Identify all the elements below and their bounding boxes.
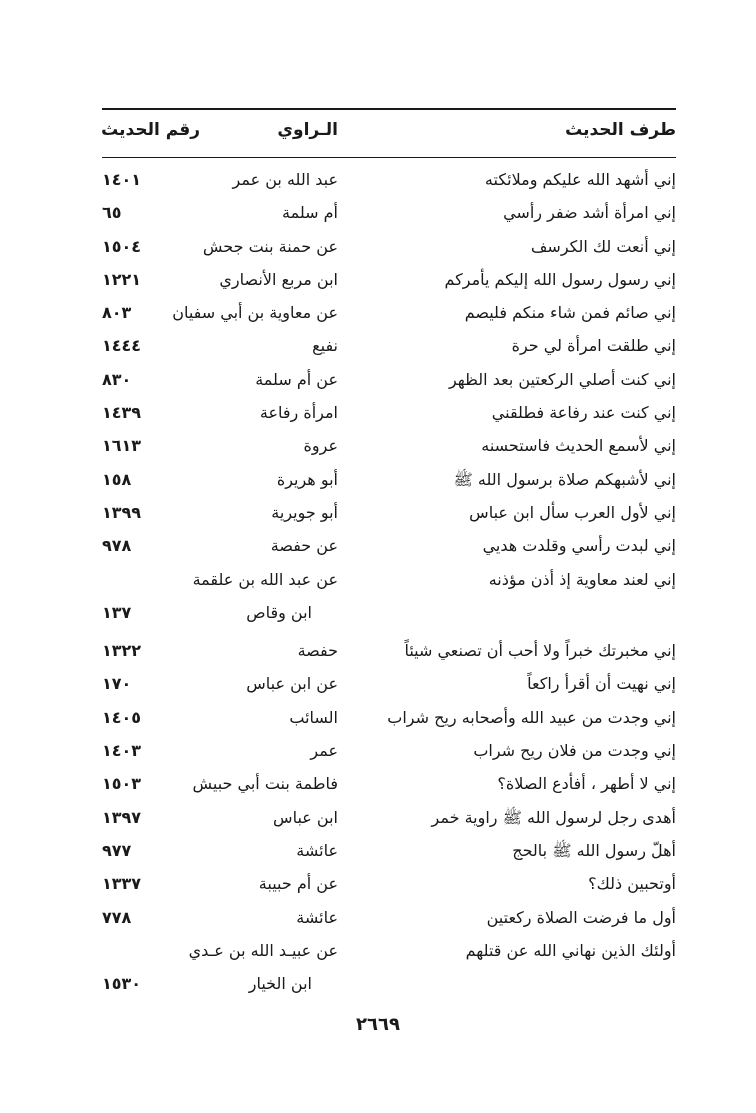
table-row [102, 466, 676, 499]
hadith-number: ٩٧٨ [102, 536, 132, 556]
column-header-hadith-number: رقم الحديث [101, 120, 200, 140]
column-header-hadith-start: طرف الحديث [565, 120, 676, 140]
table-row [102, 704, 676, 737]
header-rule [102, 157, 676, 158]
table-row [102, 499, 676, 532]
hadith-start: إني لأشبهكم صلاة برسول الله ﷺ [453, 469, 676, 489]
narrator: فاطمة بنت أبي حبيش [192, 774, 338, 794]
table-row [102, 199, 676, 232]
hadith-start: إني لعند معاوية إذ أذن مؤذنه [488, 569, 676, 589]
hadith-number: ٨٠٣ [102, 303, 132, 323]
table-row [102, 904, 676, 937]
narrator: ابن مربع الأنصاري [219, 269, 338, 289]
table-header [102, 114, 676, 150]
narrator: أبو هريرة [276, 469, 338, 489]
narrator: نفيع [312, 336, 338, 356]
page-number: ٢٦٦٩ [356, 1014, 400, 1035]
hadith-start: إني لبدت رأسي وقلدت هديي [482, 536, 676, 556]
table-row [102, 332, 676, 365]
hadith-number: ٩٧٧ [102, 840, 132, 860]
table-row [102, 770, 676, 803]
hadith-number: ١٥٨ [102, 469, 132, 489]
hadith-start: إني أنعت لك الكرسف [530, 236, 676, 256]
hadith-number: ١٥٣٠ [102, 974, 142, 994]
table-row-continuation [102, 970, 676, 1003]
hadith-number: ١٤٠٥ [102, 707, 142, 727]
top-rule [102, 108, 676, 110]
narrator: عمر [310, 741, 338, 761]
table-row [102, 870, 676, 903]
hadith-start: أهدى رجل لرسول الله ﷺ راوية خمر [431, 807, 676, 827]
narrator: عروة [303, 436, 338, 456]
narrator: عن عبد الله بن علقمة [192, 569, 338, 589]
hadith-start: إني صائم فمن شاء منكم فليصم [464, 303, 676, 323]
narrator: أبو جويرية [271, 502, 338, 522]
hadith-number: ٦٥ [102, 203, 122, 223]
hadith-start: إني أشهد الله عليكم وملائكته [484, 170, 676, 189]
hadith-start: إني لأسمع الحديث فاستحسنه [481, 436, 676, 456]
hadith-start: إني مخبرتك خبراً ولا أحب أن تصنعي شيئاً [404, 641, 676, 661]
hadith-number: ١٣٧ [102, 602, 132, 622]
hadith-start: إني رسول رسول الله إليكم يأمركم [444, 269, 676, 289]
narrator: عن أم سلمة [255, 369, 338, 389]
table-row [102, 566, 676, 599]
hadith-start: إني لأول العرب سأل ابن عباس [469, 502, 676, 522]
narrator: عن أم حبيبة [258, 874, 338, 894]
narrator: ابن الخيار [248, 974, 312, 994]
table-row [102, 233, 676, 266]
table-row [102, 937, 676, 970]
hadith-start: إني نهيت أن أقرأ راكعاً [527, 674, 676, 694]
table-row [102, 366, 676, 399]
table-row [102, 266, 676, 299]
table-row [102, 637, 676, 670]
narrator: عن معاوية بن أبي سفيان [172, 303, 338, 323]
hadith-number: ١٣٣٧ [102, 874, 142, 894]
table-row [102, 670, 676, 703]
narrator: امرأة رفاعة [259, 403, 338, 423]
hadith-number: ١٣٢٢ [102, 641, 142, 661]
narrator: ابن وقاص [246, 602, 312, 622]
narrator: عبد الله بن عمر [232, 170, 338, 189]
narrator: عائشة [296, 907, 338, 927]
index-table [102, 166, 676, 1003]
hadith-number: ٧٧٨ [102, 907, 132, 927]
hadith-start: أول ما فرضت الصلاة ركعتين [486, 907, 676, 927]
narrator: عن حمنة بنت جحش [202, 236, 338, 256]
hadith-start: إني طلقت امرأة لي حرة [511, 336, 676, 356]
table-row [102, 837, 676, 870]
hadith-start: إني وجدت من عبيد الله وأصحابه ريح شراب [387, 707, 676, 727]
hadith-number: ١٤٠١ [102, 170, 142, 189]
hadith-number: ٨٣٠ [102, 369, 132, 389]
hadith-start: أولئك الذين نهاني الله عن قتلهم [465, 940, 676, 960]
narrator: عن عبيـد الله بن عـدي [188, 940, 338, 960]
table-row [102, 804, 676, 837]
narrator: عائشة [296, 840, 338, 860]
hadith-start: أهلّ رسول الله ﷺ بالحج [512, 840, 676, 860]
narrator: حفصة [297, 641, 338, 661]
hadith-start: إني كنت أصلي الركعتين بعد الظهر [448, 369, 676, 389]
table-row [102, 532, 676, 565]
narrator: السائب [289, 707, 338, 727]
hadith-start: إني لا أطهر ، أفأدع الصلاة؟ [497, 774, 676, 794]
narrator: ابن عباس [273, 807, 338, 827]
hadith-number: ١٥٠٣ [102, 774, 142, 794]
hadith-number: ١٦١٣ [102, 436, 142, 456]
table-row [102, 166, 676, 199]
hadith-number: ١٤٣٩ [102, 403, 142, 423]
hadith-number: ١٤٤٤ [102, 336, 142, 356]
narrator: عن ابن عباس [246, 674, 338, 694]
hadith-number: ١٣٩٧ [102, 807, 142, 827]
column-header-narrator: الـراوي [277, 120, 338, 140]
hadith-number: ١٢٢١ [102, 269, 142, 289]
table-row-continuation [102, 599, 676, 632]
hadith-start: إني كنت عند رفاعة فطلقني [491, 403, 676, 423]
table-row [102, 432, 676, 465]
hadith-number: ١٣٩٩ [102, 502, 142, 522]
table-row [102, 399, 676, 432]
hadith-number: ١٥٠٤ [102, 236, 142, 256]
table-row [102, 299, 676, 332]
narrator: عن حفصة [270, 536, 338, 556]
table-row [102, 737, 676, 770]
hadith-start: إني امرأة أشد ضفر رأسي [503, 203, 676, 223]
hadith-number: ١٤٠٣ [102, 741, 142, 761]
hadith-start: إني وجدت من فلان ريح شراب [473, 741, 676, 761]
hadith-start: أوتحبين ذلك؟ [588, 874, 676, 894]
narrator: أم سلمة [282, 203, 338, 223]
hadith-number: ١٧٠ [102, 674, 132, 694]
